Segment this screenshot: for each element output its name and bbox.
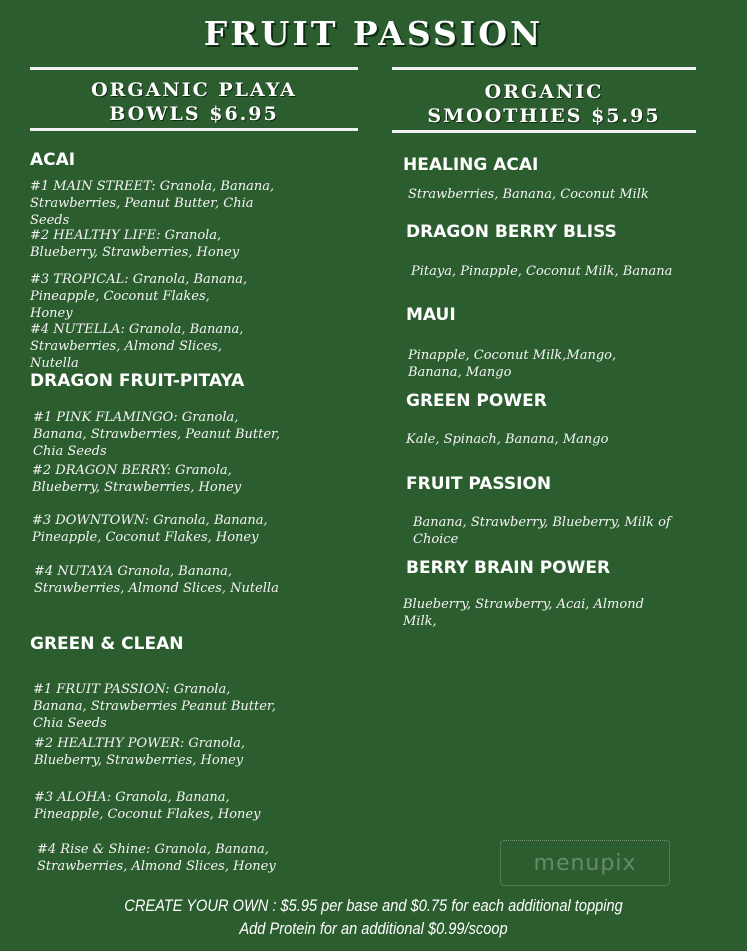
smoothie-description: Kale, Spinach, Banana, Mango xyxy=(406,432,609,447)
menu-item: #4 Rise & Shine: Granola, Banana, Strawberries, Almond Slices, Honey xyxy=(37,842,276,874)
menu-item: #1 MAIN STREET: Granola, Banana, Strawberries, Peanut Butter, Chia Seeds xyxy=(30,179,275,228)
menu-item: #3 ALOHA: Granola, Banana, Pineapple, Coconut Flakes, Honey xyxy=(34,790,261,822)
menu-item: #3 DOWNTOWN: Granola, Banana, Pineapple, Coconut Flakes, Honey xyxy=(32,513,268,545)
menu-item: #4 NUTAYA Granola, Banana, Strawberries, Almond Slices, Nutella xyxy=(34,564,279,596)
smoothie-name: HEALING ACAI xyxy=(403,155,539,175)
bowls-heading xyxy=(30,78,358,126)
menupix-watermark: menupix xyxy=(500,840,670,886)
bowls-section-acai: ACAI xyxy=(30,150,76,170)
smoothie-name: DRAGON BERRY BLISS xyxy=(406,222,617,242)
footer-create-your-own: CREATE YOUR OWN : $5.95 per base and $0.75 for each additional topping xyxy=(124,896,623,915)
bowls-heading-line1: ORGANIC PLAYA xyxy=(91,79,297,101)
smoothies-heading-line2: SMOOTHIES $5.95 xyxy=(427,105,661,127)
bowls-rule-top xyxy=(30,67,358,70)
smoothies-heading-line1: ORGANIC xyxy=(484,81,604,103)
footer-add-protein: Add Protein for an additional $0.99/scoop xyxy=(239,919,508,938)
smoothie-description: Pitaya, Pinapple, Coconut Milk, Banana xyxy=(411,264,673,279)
bowls-rule-bottom xyxy=(30,128,358,131)
smoothies-rule-bottom xyxy=(392,130,696,133)
smoothie-name: FRUIT PASSION xyxy=(406,474,552,494)
bowls-section-dragon-fruit: DRAGON FRUIT-PITAYA xyxy=(30,371,245,391)
page-title: FRUIT PASSION xyxy=(203,14,544,53)
menu-item: #3 TROPICAL: Granola, Banana, Pineapple, Coconut Flakes, Honey xyxy=(30,272,248,321)
smoothies-rule-top xyxy=(392,67,696,70)
menu-item: #4 NUTELLA: Granola, Banana, Strawberries, Almond Slices, Nutella xyxy=(30,322,244,371)
smoothies-heading xyxy=(392,80,696,128)
smoothie-description: Banana, Strawberry, Blueberry, Milk of Choice xyxy=(413,515,671,547)
smoothie-name: GREEN POWER xyxy=(406,391,547,411)
menu-item: #2 HEALTHY LIFE: Granola, Blueberry, Strawberries, Honey xyxy=(30,228,240,260)
menu-item: #1 PINK FLAMINGO: Granola, Banana, Strawberries, Peanut Butter, Chia Seeds xyxy=(33,410,280,459)
bowls-section-green-clean: GREEN & CLEAN xyxy=(30,634,184,654)
menu-item: #1 FRUIT PASSION: Granola, Banana, Strawberries Peanut Butter, Chia Seeds xyxy=(33,682,276,731)
menu-item: #2 HEALTHY POWER: Granola, Blueberry, Strawberries, Honey xyxy=(34,736,245,768)
smoothie-description: Strawberries, Banana, Coconut Milk xyxy=(408,187,649,202)
smoothie-description: Blueberry, Strawberry, Acai, Almond Milk, xyxy=(403,597,644,629)
smoothie-name: MAUI xyxy=(406,305,456,325)
bowls-heading-line2: BOWLS $6.95 xyxy=(109,103,279,125)
smoothie-name: BERRY BRAIN POWER xyxy=(406,558,611,578)
smoothie-description: Pinapple, Coconut Milk,Mango, Banana, Mango xyxy=(408,348,617,380)
menu-item: #2 DRAGON BERRY: Granola, Blueberry, Strawberries, Honey xyxy=(32,463,242,495)
